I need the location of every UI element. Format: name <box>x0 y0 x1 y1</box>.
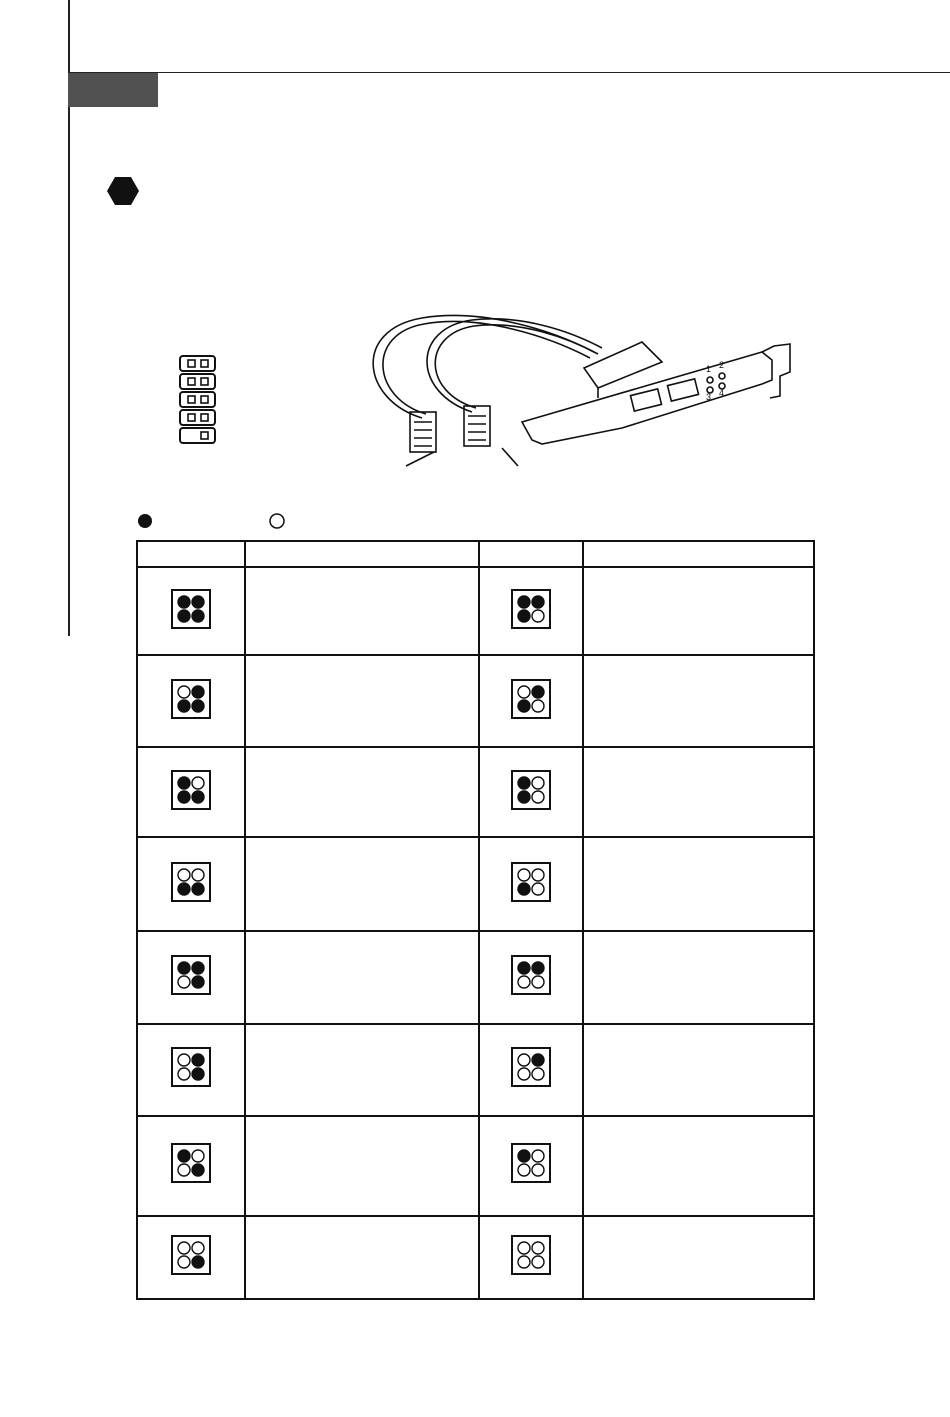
filled-circle-icon <box>192 791 204 803</box>
filled-circle-icon <box>532 596 544 608</box>
pattern-cell <box>479 655 583 747</box>
jumper-pin-pattern <box>511 770 551 810</box>
empty-circle-icon <box>178 1242 190 1254</box>
empty-circle-icon <box>178 976 190 988</box>
jumper-pin-pattern <box>171 1143 211 1183</box>
filled-circle-icon <box>518 777 530 789</box>
filled-circle-icon <box>192 686 204 698</box>
description-cell <box>583 567 813 655</box>
empty-circle-icon <box>532 700 544 712</box>
usb-header-pinout-icon <box>178 355 218 447</box>
pattern-cell <box>479 747 583 837</box>
filled-circle-icon <box>518 700 530 712</box>
filled-circle-icon <box>178 777 190 789</box>
table-row <box>138 931 813 1023</box>
table-row <box>138 837 813 931</box>
empty-circle-icon <box>178 1164 190 1176</box>
jumper-pin-pattern <box>171 679 211 719</box>
jumper-pin-pattern <box>171 1047 211 1087</box>
filled-circle-icon <box>178 610 190 622</box>
table-row <box>138 1116 813 1216</box>
empty-circle-icon <box>532 1068 544 1080</box>
empty-circle-icon <box>192 777 204 789</box>
filled-circle-icon <box>518 962 530 974</box>
jumper-pin-pattern <box>171 1235 211 1275</box>
bracket-label: 1 <box>706 364 712 374</box>
filled-circle-icon <box>192 1054 204 1066</box>
jumper-pin-pattern <box>511 1047 551 1087</box>
filled-circle-icon <box>518 1150 530 1162</box>
filled-circle-icon <box>178 596 190 608</box>
pattern-cell <box>138 1024 245 1116</box>
filled-circle-icon <box>192 610 204 622</box>
empty-circle-icon <box>192 1150 204 1162</box>
filled-circle-icon <box>192 883 204 895</box>
table-header <box>138 542 245 567</box>
empty-circle-icon <box>178 686 190 698</box>
empty-circle-icon <box>192 1242 204 1254</box>
empty-circle-icon <box>532 1242 544 1254</box>
description-cell <box>245 567 479 655</box>
description-cell <box>245 931 479 1023</box>
filled-circle-icon <box>192 1164 204 1176</box>
table-header <box>245 542 479 567</box>
empty-circle-icon <box>178 869 190 881</box>
usb-bracket-illustration <box>362 300 802 480</box>
table-row <box>138 567 813 655</box>
empty-circle-icon <box>518 1054 530 1066</box>
empty-circle-icon <box>270 514 284 528</box>
table-row <box>138 747 813 837</box>
jumper-pin-pattern <box>511 1235 551 1275</box>
bracket-label: 3 <box>706 392 712 402</box>
description-cell <box>583 1116 813 1216</box>
pattern-cell <box>138 837 245 931</box>
bracket-label: 2 <box>719 360 725 370</box>
description-cell <box>245 655 479 747</box>
empty-circle-icon <box>518 1242 530 1254</box>
filled-circle-icon <box>518 610 530 622</box>
pattern-cell <box>138 931 245 1023</box>
jumper-pin-pattern <box>171 589 211 629</box>
jumper-pin-pattern <box>511 1143 551 1183</box>
jumper-setting-table <box>136 540 815 1300</box>
empty-circle-icon <box>518 1256 530 1268</box>
filled-circle-icon <box>192 1256 204 1268</box>
jumper-pin-pattern <box>511 679 551 719</box>
pattern-cell <box>138 1116 245 1216</box>
table-header <box>479 542 583 567</box>
description-cell <box>245 1116 479 1216</box>
empty-circle-icon <box>518 1164 530 1176</box>
filled-circle-icon <box>192 596 204 608</box>
table-header-row <box>138 542 813 567</box>
description-cell <box>583 747 813 837</box>
pattern-cell <box>479 567 583 655</box>
pattern-cell <box>479 1024 583 1116</box>
pattern-cell <box>138 655 245 747</box>
filled-circle-icon <box>178 1150 190 1162</box>
description-cell <box>245 747 479 837</box>
filled-circle-icon <box>178 883 190 895</box>
filled-circle-icon <box>518 791 530 803</box>
table-header <box>583 542 813 567</box>
empty-circle-icon <box>178 1256 190 1268</box>
filled-circle-icon <box>518 596 530 608</box>
filled-circle-icon <box>138 514 152 528</box>
pattern-cell <box>479 931 583 1023</box>
black-hexagon-bullet-icon <box>106 176 140 206</box>
jumper-pin-pattern <box>171 770 211 810</box>
description-cell <box>583 655 813 747</box>
table-row <box>138 1216 813 1298</box>
description-cell <box>245 837 479 931</box>
pin-legend <box>135 512 335 532</box>
empty-circle-icon <box>532 976 544 988</box>
empty-circle-icon <box>532 610 544 622</box>
bracket-label: 4 <box>719 388 725 398</box>
empty-circle-icon <box>518 869 530 881</box>
jumper-pin-pattern <box>511 955 551 995</box>
filled-circle-icon <box>532 1054 544 1066</box>
filled-circle-icon <box>192 1068 204 1080</box>
empty-circle-icon <box>192 869 204 881</box>
jumper-pin-pattern <box>511 589 551 629</box>
empty-circle-icon <box>532 1164 544 1176</box>
empty-circle-icon <box>532 1150 544 1162</box>
filled-circle-icon <box>192 976 204 988</box>
description-cell <box>245 1024 479 1116</box>
filled-circle-icon <box>192 700 204 712</box>
filled-circle-icon <box>178 700 190 712</box>
chapter-tab <box>68 73 158 107</box>
pattern-cell <box>479 1216 583 1298</box>
table-row <box>138 1024 813 1116</box>
pattern-cell <box>138 567 245 655</box>
empty-circle-icon <box>532 777 544 789</box>
pattern-cell <box>138 1216 245 1298</box>
description-cell <box>245 1216 479 1298</box>
header-rule <box>68 72 950 73</box>
description-cell <box>583 837 813 931</box>
empty-circle-icon <box>518 976 530 988</box>
table-row <box>138 655 813 747</box>
filled-circle-icon <box>178 791 190 803</box>
filled-circle-icon <box>178 962 190 974</box>
filled-circle-icon <box>532 686 544 698</box>
filled-circle-icon <box>532 962 544 974</box>
empty-circle-icon <box>178 1068 190 1080</box>
empty-circle-icon <box>178 1054 190 1066</box>
jumper-pin-pattern <box>511 862 551 902</box>
description-cell <box>583 1024 813 1116</box>
filled-circle-icon <box>518 883 530 895</box>
empty-circle-icon <box>532 791 544 803</box>
description-cell <box>583 1216 813 1298</box>
pattern-cell <box>479 1116 583 1216</box>
empty-circle-icon <box>532 883 544 895</box>
empty-circle-icon <box>518 1068 530 1080</box>
description-cell <box>583 931 813 1023</box>
pattern-cell <box>138 747 245 837</box>
filled-circle-icon <box>192 962 204 974</box>
empty-circle-icon <box>518 686 530 698</box>
jumper-pin-pattern <box>171 955 211 995</box>
pattern-cell <box>479 837 583 931</box>
jumper-pin-pattern <box>171 862 211 902</box>
empty-circle-icon <box>532 869 544 881</box>
empty-circle-icon <box>532 1256 544 1268</box>
